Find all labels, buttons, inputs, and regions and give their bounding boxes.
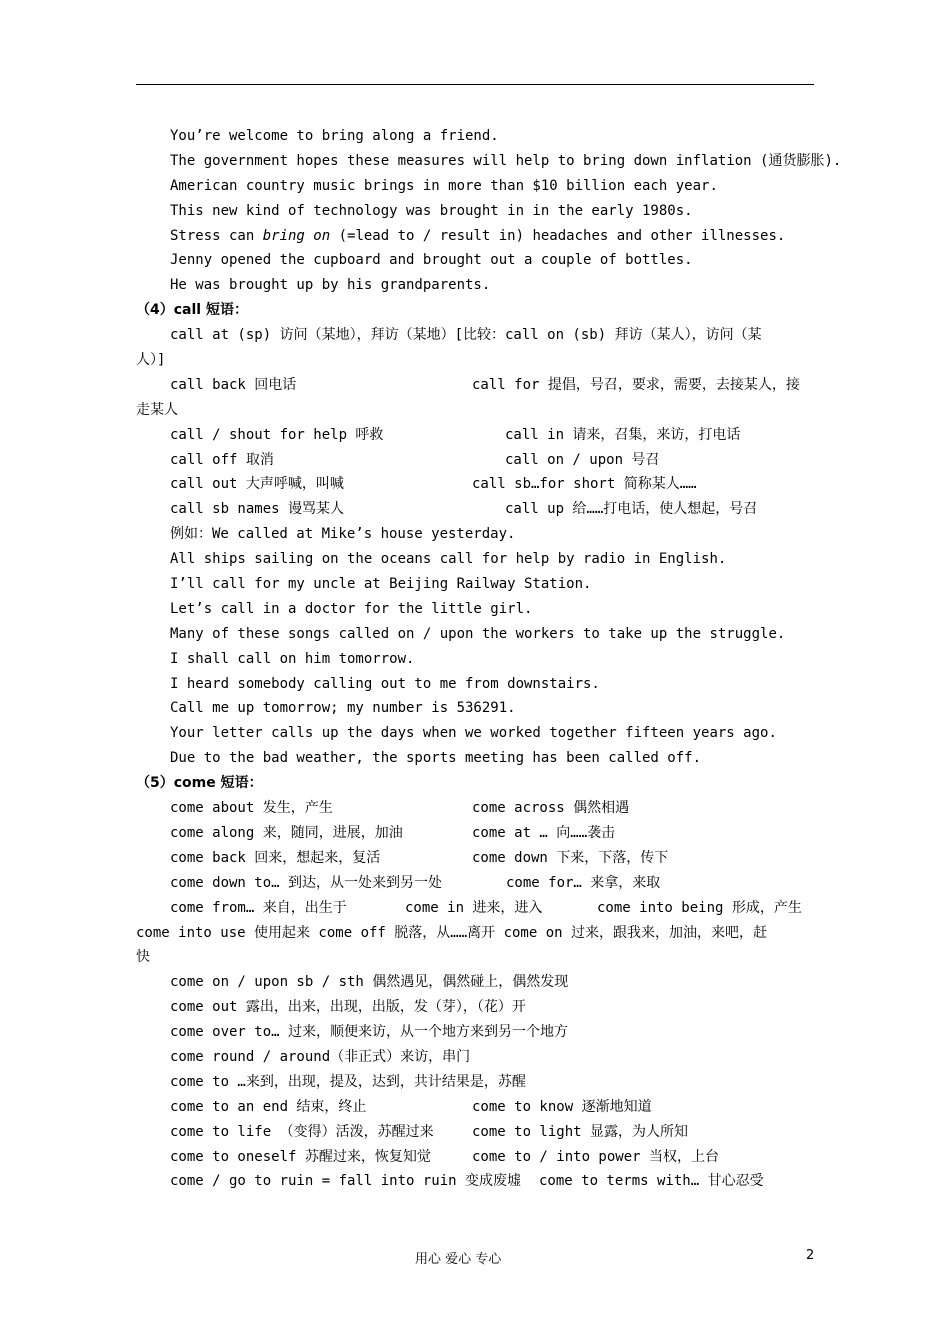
text-line: The government hopes these measures will help to bring down inflation (通货膨胀).: [170, 152, 842, 169]
definition-line: call sb names 谩骂某人 call up 给……打电话，使人想起，号召: [170, 501, 758, 518]
example-line: Many of these songs called on / upon the workers to take up the struggle.: [170, 625, 786, 642]
definition-line: come to life （变得）活泼，苏醒过来 come to light 显露，为人所知: [170, 1123, 689, 1140]
text-line: He was brought up by his grandparents.: [170, 277, 491, 294]
text-line: You’re welcome to bring along a friend.: [170, 128, 499, 144]
definition-line: come on / upon sb / sth 偶然遇见，偶然碰上，偶然发现: [170, 974, 569, 991]
definition-line: come along 来，随同，进展，加油 come at … 向……袭击: [170, 824, 616, 841]
definition-line: come to …来到，出现，提及，达到，共计结果是，苏醒: [170, 1073, 526, 1090]
example-line: Call me up tomorrow; my number is 536291.: [170, 700, 516, 717]
definition-line: come / go to ruin = fall into ruin 变成废墟 come to terms with… 甘心忍受: [170, 1173, 764, 1190]
example-line: All ships sailing on the oceans call for help by radio in English.: [170, 551, 727, 568]
text-line: Stress can bring on (=lead to / result in) headaches and other illnesses.: [170, 227, 786, 244]
document-body: [136, 124, 842, 1194]
definition-line: call at (sp) 访问（某地），拜访（某地）[比较：call on (sb) 拜访（某人），访问（某: [170, 327, 762, 344]
definition-line: call back 回电话 call for 提倡，号召，要求，需要，去接某人，接: [170, 376, 800, 393]
example-line: 例如：We called at Mike’s house yesterday.: [170, 526, 516, 543]
text-line: Jenny opened the cupboard and brought out a couple of bottles.: [170, 252, 693, 269]
definition-line: call / shout for help 呼救 call in 请来，召集，来访，打电话: [170, 426, 741, 443]
section-heading-call: （4）call 短语：: [136, 302, 248, 319]
definition-line: come to oneself 苏醒过来，恢复知觉 come to / into power 当权，上台: [170, 1148, 720, 1165]
definition-line: call out 大声呼喊，叫喊 call sb…for short 简称某人……: [170, 476, 697, 493]
header-rule: [136, 84, 814, 85]
definition-line: call off 取消 call on / upon 号召: [170, 451, 660, 468]
definition-line: 快: [136, 949, 150, 966]
example-line: Your letter calls up the days when we worked together fifteen years ago.: [170, 725, 777, 742]
definition-line: come back 回来，想起来，复活 come down 下来，下落，传下: [170, 849, 669, 866]
definition-line: come into use 使用起来 come off 脱落，从……离开 come on 过来，跟我来，加油，来吧，赶: [136, 924, 768, 941]
emphasis-text: bring on: [262, 227, 331, 244]
example-line: Let’s call in a doctor for the little girl.: [170, 600, 533, 617]
definition-line: 走某人: [136, 401, 178, 418]
definition-line: come from… 来自，出生于 come in 进来，进入 come into being 形成，产生: [170, 899, 802, 916]
footer-motto: 用心 爱心 专心: [415, 1252, 502, 1267]
definition-line: come down to… 到达，从一处来到另一处 come for… 来拿，来取: [170, 874, 661, 891]
definition-line: come about 发生，产生 come across 偶然相遇: [170, 800, 630, 817]
definition-line: come round / around（非正式）来访，串门: [170, 1048, 471, 1065]
example-line: I heard somebody calling out to me from downstairs.: [170, 675, 600, 692]
definition-line: come over to… 过来，顺便来访，从一个地方来到另一个地方: [170, 1024, 569, 1041]
page-number: 2: [806, 1248, 815, 1263]
example-line: I’ll call for my uncle at Beijing Railway Station.: [170, 576, 592, 593]
example-line: Due to the bad weather, the sports meeting has been called off.: [170, 750, 702, 767]
text-line: American country music brings in more than $10 billion each year.: [170, 177, 718, 194]
definition-line: come out 露出，出来，出现，出版，发（芽），（花）开: [170, 999, 526, 1016]
example-line: I shall call on him tomorrow.: [170, 650, 415, 667]
definition-line: 人）]: [136, 352, 166, 369]
text-line: This new kind of technology was brought in in the early 1980s.: [170, 202, 693, 219]
definition-line: come to an end 结束，终止 come to know 逐渐地知道: [170, 1098, 652, 1115]
section-heading-come: （5）come 短语：: [136, 775, 263, 792]
